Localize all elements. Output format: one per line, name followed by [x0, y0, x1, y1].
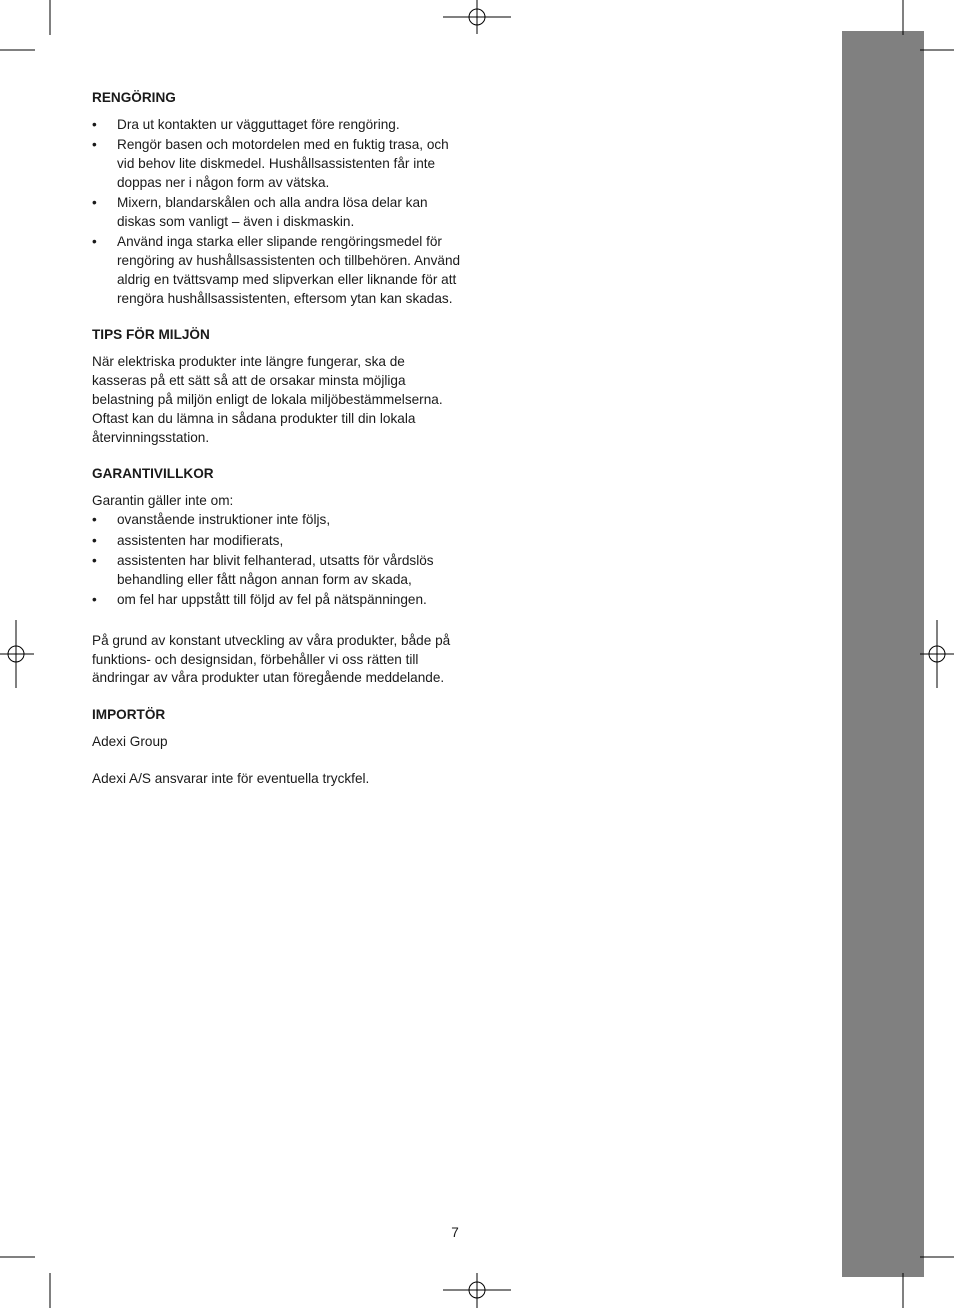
importer-name: Adexi Group: [92, 734, 168, 750]
importer-section: [92, 706, 462, 789]
warranty-list: [92, 511, 462, 609]
misprint-disclaimer: Adexi A/S ansvarar inte för eventuella tryckfel.: [92, 770, 370, 786]
warranty-note: På grund av konstant utveckling av våra produkter, både på funktions- och designsidan, förbehåller vi oss rätten till ändringar av våra produkter utan föregående meddelande.: [92, 632, 451, 686]
warranty-heading: GARANTIVILLKOR: [92, 466, 214, 482]
cleaning-item: • Använd inga starka eller slipande rengöringsmedel för rengöring av hushållsassistenten och tillbehören. Använd aldrig en tvättsvamp med slipverkan eller liknande för att rengöra hushållsassistenten, eftersom ytan kan skadas.: [92, 233, 462, 308]
importer-heading: IMPORTÖR: [92, 707, 166, 723]
environment-heading: TIPS FÖR MILJÖN: [92, 327, 210, 343]
environment-section: [92, 326, 462, 447]
cleaning-heading: RENGÖRING: [92, 90, 176, 105]
environment-text: När elektriska produkter inte längre fungerar, ska de kasseras på ett sätt så att de orsakar minsta möjliga belastning på miljön enligt de lokala miljöbestämmelserna. Oftast kan du lämna in sådana produkter till din lokala återvinningsstation.: [92, 354, 443, 445]
page-number: 7: [451, 1225, 459, 1240]
manual-content: [92, 89, 462, 807]
warranty-intro: Garantin gäller inte om:: [92, 493, 234, 509]
cleaning-item: • Dra ut kontakten ur vägguttaget före rengöring.: [92, 116, 462, 135]
cleaning-list: [92, 116, 462, 308]
warranty-item: • assistenten har modifierats,: [92, 532, 462, 551]
cleaning-item: • Rengör basen och motordelen med en fuktig trasa, och vid behov lite diskmedel. Hushållsassistenten får inte doppas ner i någon form av vätska.: [92, 136, 462, 192]
warranty-item: • om fel har uppstått till följd av fel på nätspänningen.: [92, 591, 462, 610]
warranty-item: • ovanstående instruktioner inte följs,: [92, 511, 462, 530]
cleaning-item: • Mixern, blandarskålen och alla andra lösa delar kan diskas som vanligt – även i diskmaskin.: [92, 194, 462, 232]
cleaning-section: [92, 89, 462, 308]
warranty-section: [92, 465, 462, 688]
warranty-item: • assistenten har blivit felhanterad, utsatts för vårdslös behandling eller fått någon annan form av skada,: [92, 552, 462, 590]
